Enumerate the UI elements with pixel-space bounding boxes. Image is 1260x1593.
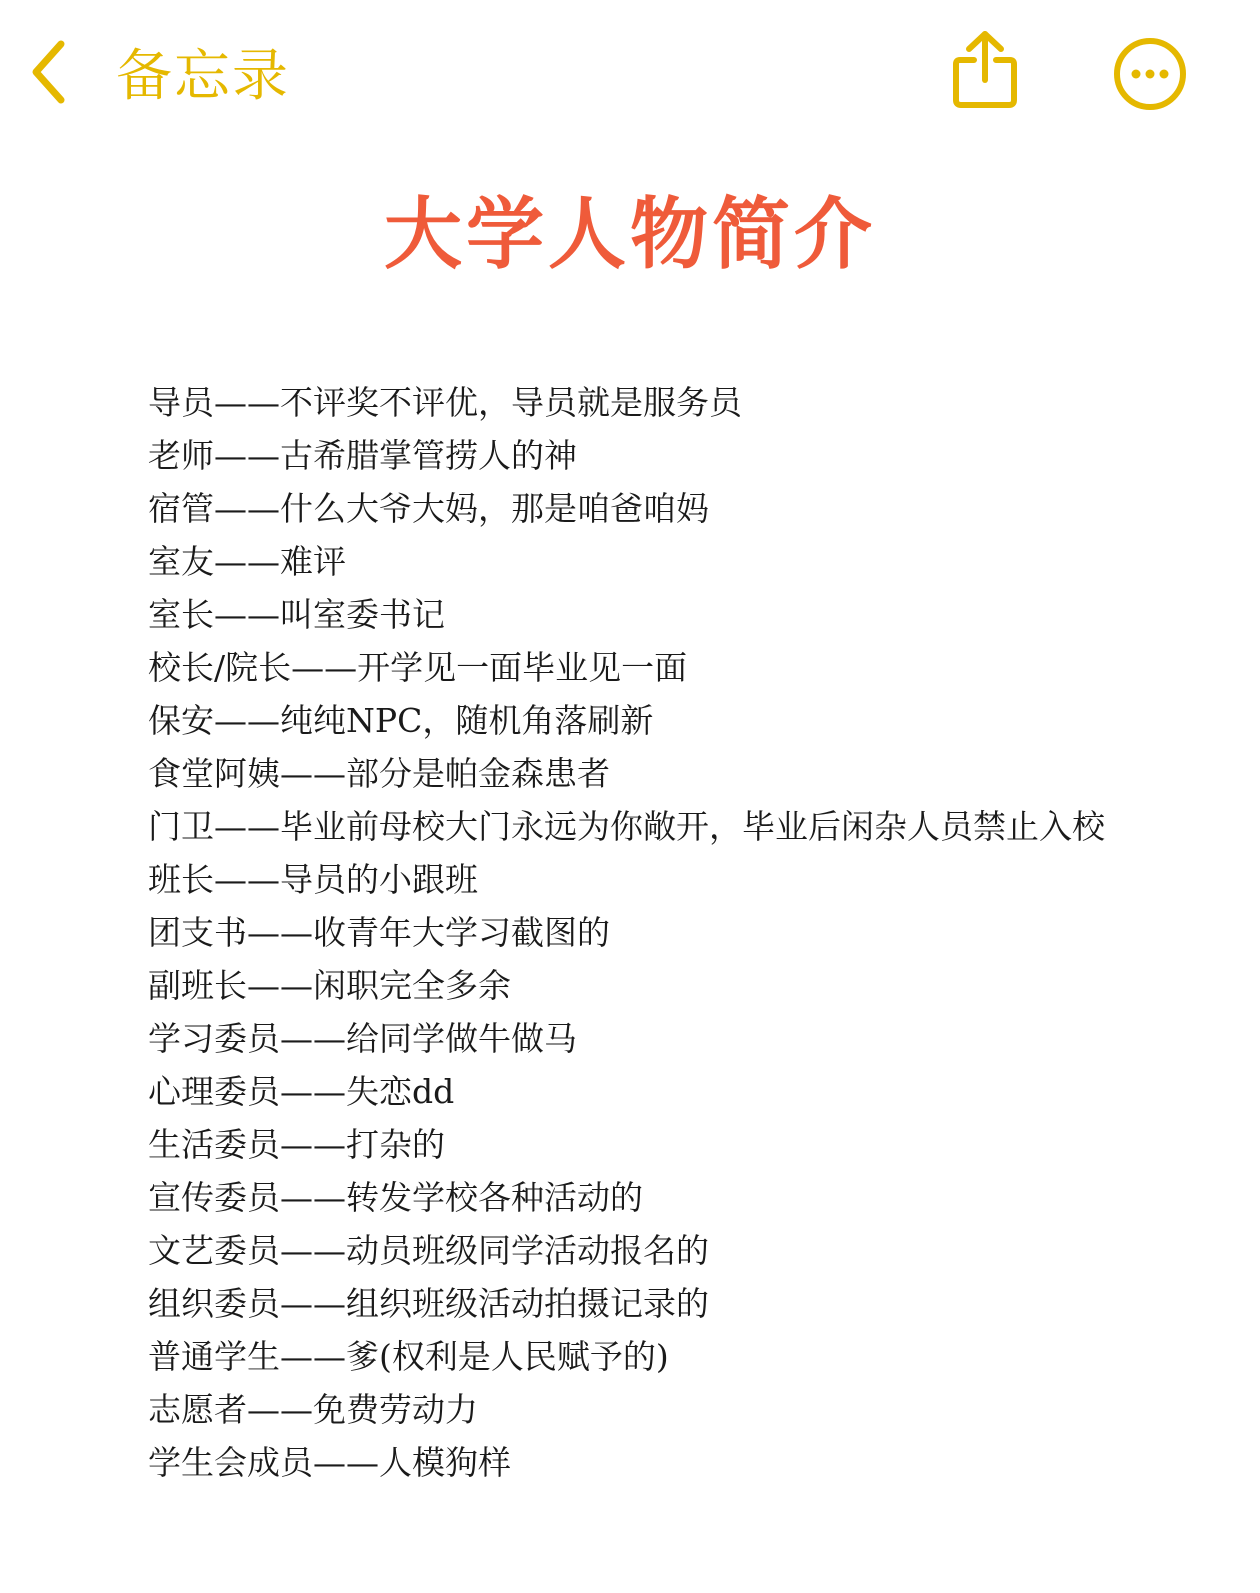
note-line: 保安——纯纯NPC，随机角落刷新: [148, 701, 654, 740]
note-line: 室友——难评: [148, 542, 346, 581]
note-line: 宣传委员——转发学校各种活动的: [148, 1178, 643, 1217]
back-button[interactable]: [28, 36, 290, 108]
note-line: 宿管——什么大爷大妈，那是咱爸咱妈: [148, 489, 709, 528]
ellipsis-circle-icon: [1112, 97, 1188, 116]
note-line: 室长——叫室委书记: [148, 595, 445, 634]
share-icon: [950, 97, 1020, 116]
more-button[interactable]: [1112, 36, 1188, 112]
note-line: 副班长——闲职完全多余: [148, 966, 511, 1005]
note-line: 校长/院长——开学见一面毕业见一面: [148, 648, 688, 687]
note-line: 组织委员——组织班级活动拍摄记录的: [148, 1284, 709, 1323]
navigation-bar: [0, 0, 1260, 150]
note-line: 班长——导员的小跟班: [148, 860, 478, 899]
note-line: 生活委员——打杂的: [148, 1125, 445, 1164]
chevron-left-icon: [28, 39, 68, 105]
note-line: 门卫——毕业前母校大门永远为你敞开，毕业后闲杂人员禁止入校: [148, 807, 1105, 846]
note-line: 食堂阿姨——部分是帕金森患者: [148, 754, 610, 793]
note-line: 学生会成员——人模狗样: [148, 1443, 511, 1482]
note-body[interactable]: [148, 376, 1228, 1489]
note-title: 大学人物简介: [383, 190, 876, 280]
note-line: 心理委员——失恋dd: [148, 1072, 455, 1111]
back-label: 备忘录: [116, 44, 290, 109]
note-line: 导员——不评奖不评优，导员就是服务员: [148, 383, 742, 422]
note-line: 普通学生——爹(权利是人民赋予的): [148, 1337, 669, 1376]
note-line: 团支书——收青年大学习截图的: [148, 913, 610, 952]
note-line: 老师——古希腊掌管捞人的神: [148, 436, 577, 475]
note-line: 文艺委员——动员班级同学活动报名的: [148, 1231, 709, 1270]
note-line: 志愿者——免费劳动力: [148, 1390, 478, 1429]
note-line: 学习委员——给同学做牛做马: [148, 1019, 577, 1058]
share-button[interactable]: [950, 28, 1020, 112]
